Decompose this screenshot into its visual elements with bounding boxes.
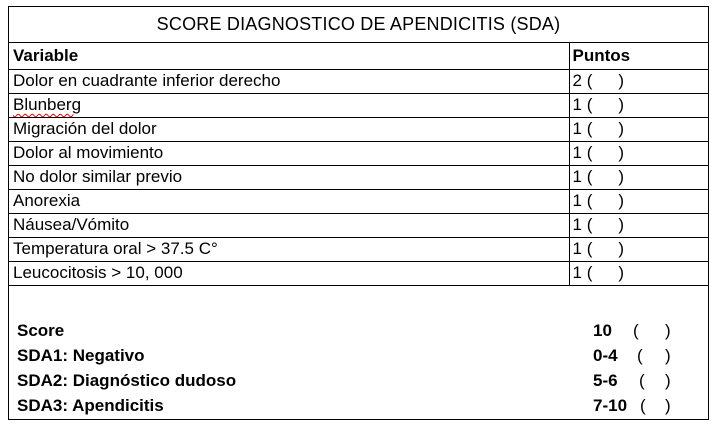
points-value: 1 xyxy=(572,215,582,234)
points-value: 1 xyxy=(572,167,582,186)
checkbox-open: ( xyxy=(640,396,646,415)
variable-text: Blunberg xyxy=(13,95,82,114)
summary-value: 10 xyxy=(593,321,612,340)
header-puntos: Puntos xyxy=(569,43,708,69)
table-header-row xyxy=(9,43,708,69)
checkbox-close: ) xyxy=(665,321,671,340)
table-row xyxy=(9,261,708,285)
variable-cell xyxy=(9,93,569,117)
checkbox-close: ) xyxy=(618,167,625,186)
checkbox-open: ( xyxy=(586,191,593,210)
points-cell xyxy=(569,141,708,165)
points-value: 1 xyxy=(572,239,582,258)
variable-cell: Dolor en cuadrante inferior derecho xyxy=(9,69,569,93)
checkbox-open: ( xyxy=(586,263,593,282)
variables-table xyxy=(9,43,708,286)
summary-value: 5-6 xyxy=(593,371,618,390)
sda-score-table xyxy=(8,6,709,420)
checkbox-open: ( xyxy=(637,346,643,365)
checkbox-close: ) xyxy=(618,95,625,114)
checkbox-close: ) xyxy=(665,346,671,365)
checkbox-open: ( xyxy=(586,143,593,162)
checkbox-open: ( xyxy=(586,167,593,186)
points-value: 1 xyxy=(572,191,582,210)
points-value: 1 xyxy=(572,95,582,114)
checkbox-open: ( xyxy=(633,321,639,340)
table-row xyxy=(9,213,708,237)
variable-cell: Leucocitosis > 10, 000 xyxy=(9,261,569,285)
header-variable: Variable xyxy=(9,43,569,69)
variable-cell: No dolor similar previo xyxy=(9,165,569,189)
checkbox-open: ( xyxy=(586,215,593,234)
checkbox-open: ( xyxy=(639,371,645,390)
table-row xyxy=(9,237,708,261)
checkbox-close: ) xyxy=(618,239,625,258)
summary-row-score xyxy=(9,319,708,344)
variable-cell: Migración del dolor xyxy=(9,117,569,141)
summary-label: SDA1: Negativo xyxy=(17,346,145,365)
points-cell xyxy=(569,213,708,237)
points-value: 1 xyxy=(572,263,582,282)
checkbox-close: ) xyxy=(618,215,625,234)
checkbox-close: ) xyxy=(618,143,625,162)
checkbox-open: ( xyxy=(586,71,593,90)
variable-cell: Anorexia xyxy=(9,189,569,213)
summary-label: SDA2: Diagnóstico dudoso xyxy=(17,371,237,390)
points-cell xyxy=(569,117,708,141)
summary-value: 7-10 xyxy=(593,396,628,415)
table-title: SCORE DIAGNOSTICO DE APENDICITIS (SDA) xyxy=(9,7,708,43)
summary-value: 0-4 xyxy=(593,346,618,365)
points-cell xyxy=(569,237,708,261)
summary-row-sda1 xyxy=(9,344,708,369)
summary-label: SDA3: Apendicitis xyxy=(17,396,164,415)
points-value: 2 xyxy=(572,71,582,90)
variable-cell: Náusea/Vómito xyxy=(9,213,569,237)
checkbox-close: ) xyxy=(618,263,625,282)
variable-cell: Temperatura oral > 37.5 C° xyxy=(9,237,569,261)
summary-row-sda2 xyxy=(9,369,708,394)
points-cell xyxy=(569,165,708,189)
checkbox-open: ( xyxy=(586,239,593,258)
table-row xyxy=(9,117,708,141)
checkbox-close: ) xyxy=(665,371,671,390)
points-cell xyxy=(569,261,708,285)
points-cell xyxy=(569,69,708,93)
summary-label: Score xyxy=(17,321,65,340)
points-value: 1 xyxy=(572,119,582,138)
table-row xyxy=(9,93,708,117)
table-row xyxy=(9,141,708,165)
checkbox-close: ) xyxy=(618,191,625,210)
table-row xyxy=(9,165,708,189)
score-summary xyxy=(9,319,708,419)
checkbox-close: ) xyxy=(665,396,671,415)
points-cell xyxy=(569,93,708,117)
variable-cell: Dolor al movimiento xyxy=(9,141,569,165)
table-row xyxy=(9,189,708,213)
points-value: 1 xyxy=(572,143,582,162)
points-cell xyxy=(569,189,708,213)
summary-row-sda3 xyxy=(9,394,708,419)
checkbox-open: ( xyxy=(586,95,593,114)
checkbox-close: ) xyxy=(618,119,625,138)
checkbox-open: ( xyxy=(586,119,593,138)
checkbox-close: ) xyxy=(618,71,625,90)
table-row xyxy=(9,69,708,93)
